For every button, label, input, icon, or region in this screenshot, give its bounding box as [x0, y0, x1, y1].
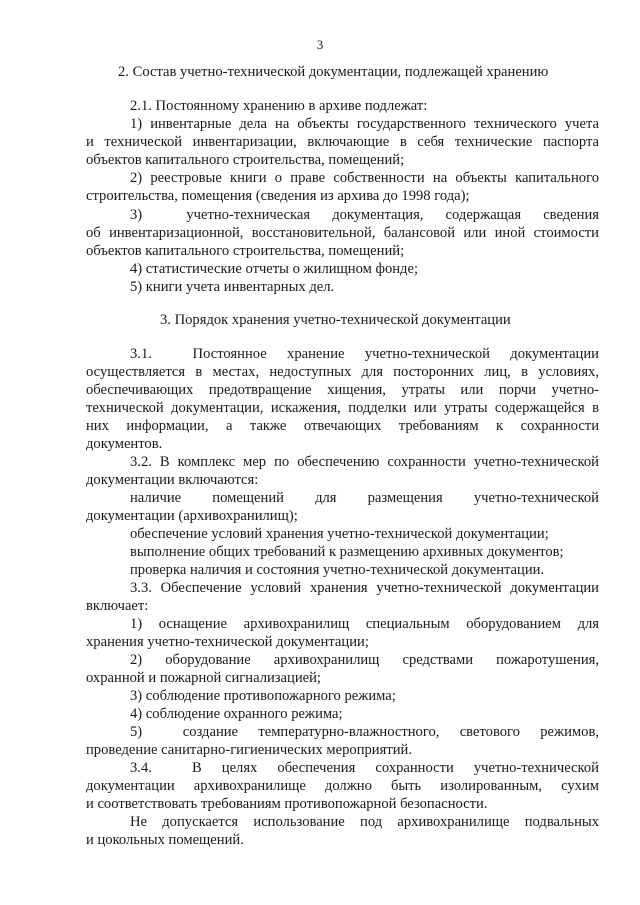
item-2-line-1: 2) реестровые книги о праве собственности на объекты капитального	[130, 170, 599, 186]
p-3-2-item-4: проверка наличия и состояния учетно-технической документации.	[130, 562, 545, 578]
p-3-2-item-3: выполнение общих требований к размещению архивных документов;	[130, 544, 564, 560]
p-3-3-item-4: 4) соблюдение охранного режима;	[130, 706, 343, 722]
p-3-3-item-5-line-2: проведение санитарно-гигиенических мероприятий.	[86, 742, 412, 758]
p-3-1-line-4: технической документации, искажения, подделки или утраты содержащейся в	[86, 400, 599, 416]
p-3-3-line-1: 3.3. Обеспечение условий хранения учетно-технической документации	[130, 580, 599, 596]
p-3-1-line-2: осуществляется в местах, недоступных для посторонних лиц, в условиях,	[86, 364, 599, 380]
p-3-4-line-2: документации архивохранилище должно быть изолированным, сухим	[86, 778, 599, 794]
p-3-2-line-2: документации включаются:	[86, 472, 259, 488]
p-3-3-item-5-line-1: 5) создание температурно-влажностного, светового режимов,	[130, 724, 599, 740]
item-5: 5) книги учета инвентарных дел.	[130, 279, 335, 295]
p-3-1-line-3: обеспечивающих предотвращение хищения, утраты или порчи учетно-	[86, 382, 599, 398]
p-3-3-item-1-line-2: хранения учетно-технической документации;	[86, 634, 369, 650]
page-number: 3	[316, 37, 324, 52]
p-3-3-item-3: 3) соблюдение противопожарного режима;	[130, 688, 396, 704]
p-3-3-item-1-line-1: 1) оснащение архивохранилищ специальным оборудованием для	[130, 616, 599, 632]
p-3-3-item-2-line-1: 2) оборудование архивохранилищ средствами пожаротушения,	[130, 652, 599, 668]
section-3-heading: 3. Порядок хранения учетно-технической документации	[160, 312, 511, 328]
paragraph-2-1: 2.1. Постоянному хранению в архиве подлежат:	[130, 98, 428, 114]
item-1-line-1: 1) инвентарные дела на объекты государственного технического учета	[130, 116, 599, 132]
item-3-line-3: объектов капитального строительства, помещений;	[86, 243, 405, 259]
p-3-5-line-1: Не допускается использование под архивохранилище подвальных	[130, 814, 599, 830]
item-1-line-3: объектов капитального строительства, помещений;	[86, 152, 405, 168]
p-3-1-line-5: них информации, а также отвечающих требованиям к сохранности	[86, 418, 599, 434]
p-3-5-line-2: и цокольных помещений.	[86, 832, 244, 848]
p-3-2-line-1: 3.2. В комплекс мер по обеспечению сохранности учетно-технической	[130, 454, 599, 470]
p-3-1-line-1: 3.1. Постоянное хранение учетно-технической документации	[130, 346, 599, 362]
item-1-line-2: и технической инвентаризации, включающие в себя технические паспорта	[86, 134, 599, 150]
p-3-3-line-2: включает:	[86, 598, 149, 614]
p-3-4-line-3: и соответствовать требованиям противопожарной безопасности.	[86, 796, 488, 812]
item-3-line-2: об инвентаризационной, восстановительной, балансовой или иной стоимости	[86, 225, 599, 241]
p-3-3-item-2-line-2: охранной и пожарной сигнализацией;	[86, 670, 321, 686]
item-4: 4) статистические отчеты о жилищном фонде;	[130, 261, 419, 277]
p-3-2-item-2: обеспечение условий хранения учетно-технической документации;	[130, 526, 549, 542]
item-2-line-2: строительства, помещения (сведения из архива до 1998 года);	[86, 188, 470, 204]
section-2-heading: 2. Состав учетно-технической документации, подлежащей хранению	[118, 64, 549, 80]
p-3-2-item-1-line-2: документации (архивохранилищ);	[86, 508, 298, 524]
p-3-1-line-6: документов.	[86, 436, 163, 452]
p-3-2-item-1-line-1: наличие помещений для размещения учетно-технической	[130, 490, 599, 506]
p-3-4-line-1: 3.4. В целях обеспечения сохранности учетно-технической	[130, 760, 599, 776]
item-3-line-1: 3) учетно-техническая документация, содержащая сведения	[130, 207, 599, 223]
